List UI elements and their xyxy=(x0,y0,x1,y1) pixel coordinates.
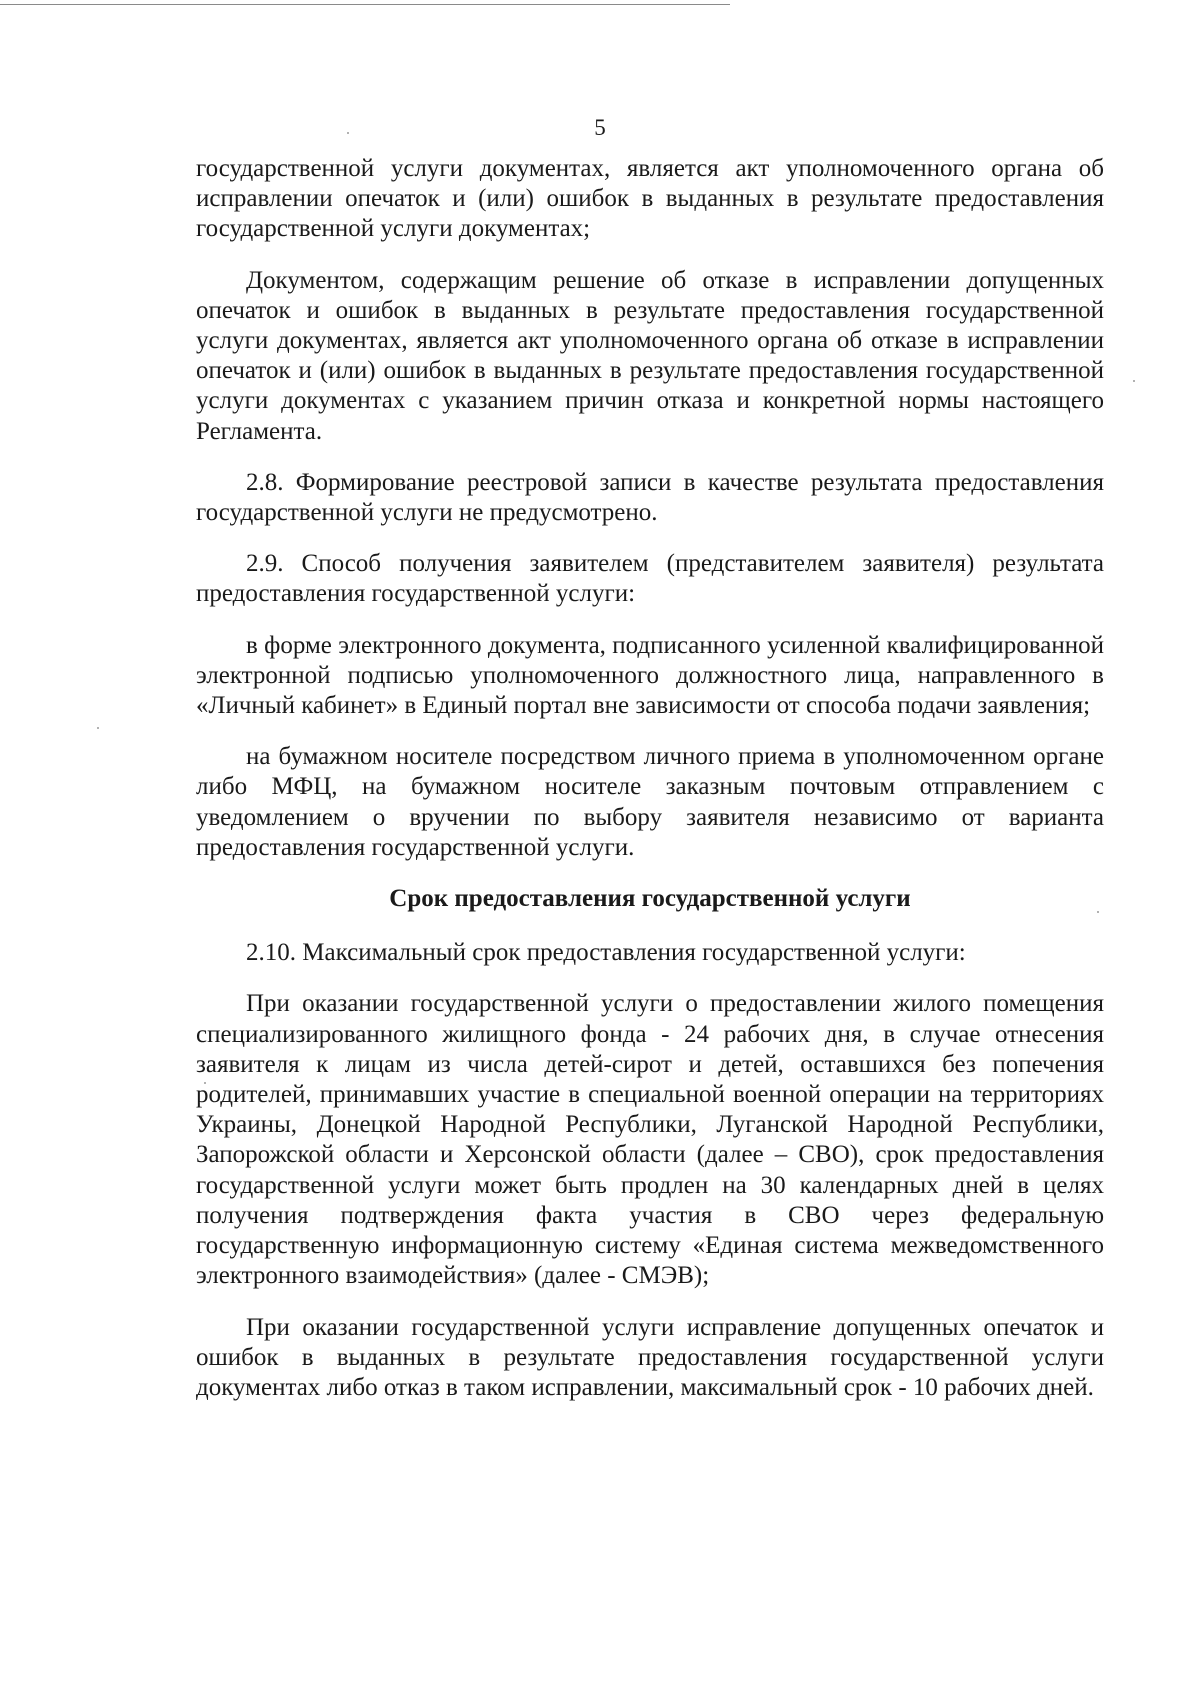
paragraph-2-8: 2.8. Формирование реестровой записи в качестве результата предоставления государственной услуги не предусмотрено. xyxy=(196,468,1104,527)
scan-speck xyxy=(97,727,99,729)
paragraph-housing-term: При оказании государственной услуги о предоставлении жилого помещения специализированного жилищного фонда - 24 рабочих дня, в случае отнесения заявителя к лицам из числа детей-сирот и детей, оставшихся без попечения родителей, принимавших участие в специальной военной операции на территориях Украины, Донецкой Народной Республики, Луганской Народной Республики, Запорожской области и Херсонской области (далее – СВО), срок предоставления государственной услуги может быть продлен на 30 календарных дней в целях получения подтверждения факта участия в СВО через федеральную государственную информационную систему «Единая система межведомственного электронного взаимодействия» (далее - СМЭВ); xyxy=(196,990,1104,1290)
scan-edge-line xyxy=(0,4,730,5)
section-heading: Срок предоставления государственной услуги xyxy=(389,885,911,913)
paragraph-refusal-document: Документом, содержащим решение об отказе в исправлении допущенных опечаток и ошибок в выданных в результате предоставления государственной услуги документах, является акт уполномоченного органа об отказе в исправлении опечаток и (или) ошибок в выданных в результате предоставления государственной услуги документах с указанием причин отказа и конкретной нормы настоящего Регламента. xyxy=(196,266,1104,445)
document-body xyxy=(196,154,1104,1424)
scan-speck xyxy=(1133,380,1135,382)
page-number: 5 xyxy=(594,115,606,140)
paragraph-paper-form: на бумажном носителе посредством личного приема в уполномоченном органе либо МФЦ, на бумажном носителе заказным почтовым отправлением с уведомлением о вручении по выбору заявителя независимо от варианта предоставления государственной услуги. xyxy=(196,743,1104,861)
paragraph-correction-term: При оказании государственной услуги исправление допущенных опечаток и ошибок в выданных в результате предоставления государственной услуги документах либо отказ в таком исправлении, максимальный срок - 10 рабочих дней. xyxy=(196,1313,1104,1401)
paragraph-2-10: 2.10. Максимальный срок предоставления государственной услуги: xyxy=(246,939,966,967)
paragraph-electronic-form: в форме электронного документа, подписанного усиленной квалифицированной электронной подписью уполномоченного должностного лица, направленного в «Личный кабинет» в Единый портал вне зависимости от способа подачи заявления; xyxy=(196,631,1104,720)
paragraph-2-9: 2.9. Способ получения заявителем (представителем заявителя) результата предоставления государственной услуги: xyxy=(196,550,1104,608)
paragraph-act-correction: государственной услуги документах, является акт уполномоченного органа об исправлении опечаток и (или) ошибок в выданных в результате предоставления государственной услуги документах; xyxy=(196,155,1104,243)
